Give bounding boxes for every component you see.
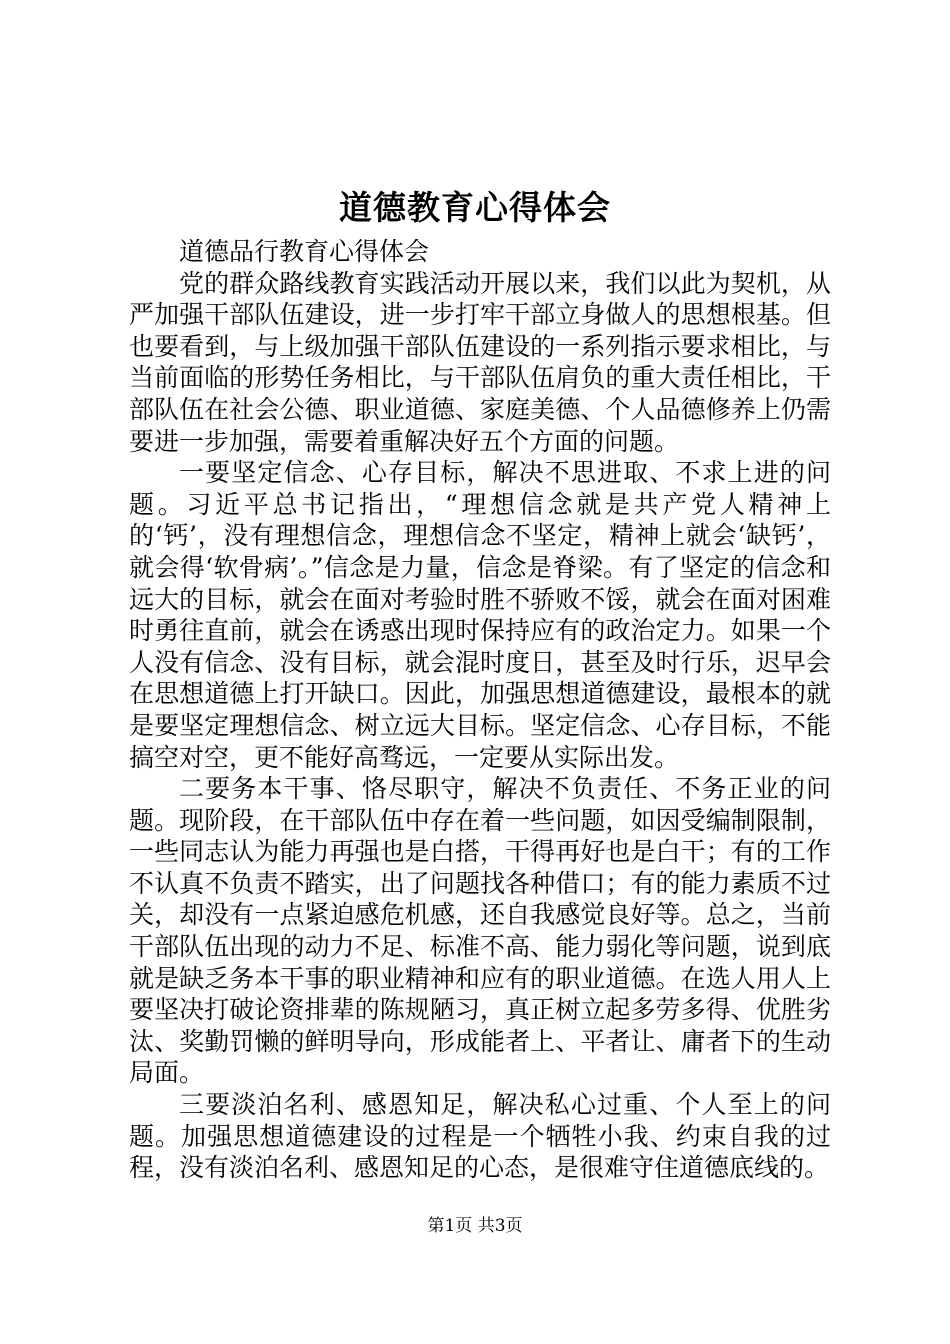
paragraph-point-two: 二要务本干事、恪尽职守，解决不负责任、不务正业的问题。现阶段，在干部队伍中存在着一些问题，如因受编制限制，一些同志认为能力再强也是白搭，干得再好也是白干；有的工作不认真不负责不踏实，出了问题找各种借口；有的能力素质不过关，却没有一点紧迫感危机感，还自我感觉良好等。总之，当前干部队伍出现的动力不足、标准不高、能力弱化等问题，说到底就是缺乏务本干事的职业精神和应有的职业道德。在选人用人上要坚决打破论资排辈的陈规陋习，真正树立起多劳多得、优胜劣汰、奖勤罚懒的鲜明导向，形成能者上、平者让、庸者下的生动局面。 <box>129 774 831 1088</box>
paragraph-intro: 党的群众路线教育实践活动开展以来，我们以此为契机，从严加强干部队伍建设，进一步打牢干部立身做人的思想根基。但也要看到，与上级加强干部队伍建设的一系列指示要求相比，与当前面临的形势任务相比，与干部队伍肩负的重大责任相比，干部队伍在社会公德、职业道德、家庭美德、个人品德修养上仍需要进一步加强，需要着重解决好五个方面的问题。 <box>129 268 831 456</box>
page-number-footer: 第1页 共3页 <box>427 1216 523 1236</box>
subtitle-paragraph: 道德品行教育心得体会 <box>179 237 430 266</box>
document-body <box>129 236 831 1184</box>
paragraph-point-three: 三要淡泊名利、感恩知足，解决私心过重、个人至上的问题。加强思想道德建设的过程是一个牺牲小我、约束自我的过程，没有淡泊名利、感恩知足的心态，是很难守住道德底线的。 <box>129 1090 831 1183</box>
paragraph-point-one: 一要坚定信念、心存目标，解决不思进取、不求上进的问题。习近平总书记指出，“理想信念就是共产党人精神上的‘钙’，没有理想信念，理想信念不坚定，精神上就会‘缺钙’，就会得‘软骨病’。”信念是力量，信念是脊梁。有了坚定的信念和远大的目标，就会在面对考验时胜不骄败不馁，就会在面对困难时勇往直前，就会在诱惑出现时保持应有的政治定力。如果一个人没有信念、没有目标，就会混时度日，甚至及时行乐，迟早会在思想道德上打开缺口。因此，加强思想道德建设，最根本的就是要坚定理想信念、树立远大目标。坚定信念、心存目标，不能搞空对空，更不能好高骛远，一定要从实际出发。 <box>129 458 831 772</box>
document-title: 道德教育心得体会 <box>339 188 611 227</box>
